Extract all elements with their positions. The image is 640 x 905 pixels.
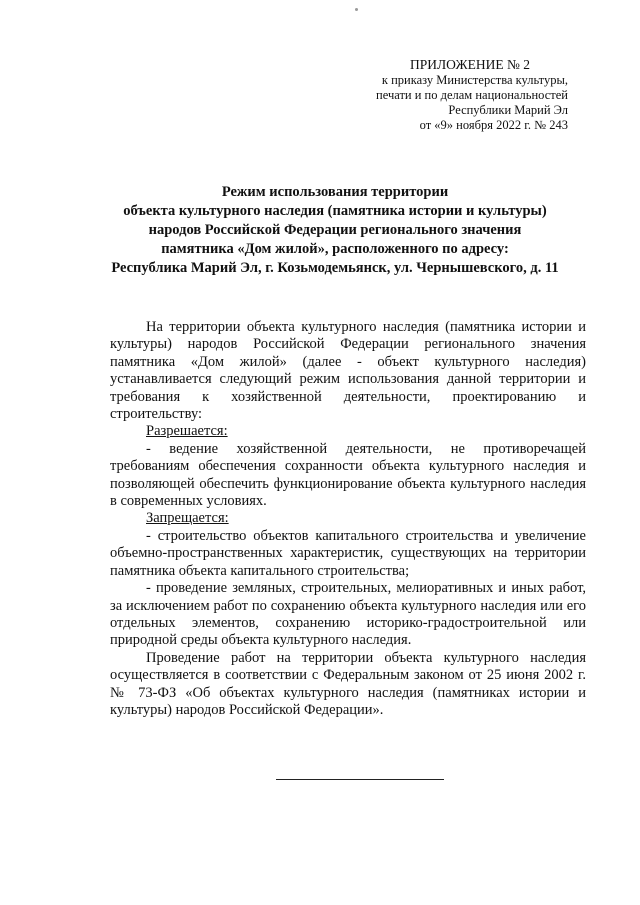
appendix-line: печати и по делам национальностей [376,88,568,102]
forbidden-item: - строительство объектов капитального строительства и увеличение объемно-пространственных характеристик, существующих на территории памятника объекта капитального строительства; [110,527,586,579]
forbidden-item: - проведение земляных, строительных, мелиоративных и иных работ, за исключением работ по сохранению объекта культурного наследия или его отдельных элементов, сохранению историко-градостроительной или природной среды объекта культурного наследия. [110,580,586,649]
title-line: Режим использования территории [221,184,449,200]
title-line: народов Российской Федерации регионального значения [148,222,522,238]
appendix-line: от «9» ноября 2022 г. № 243 [419,118,568,132]
appendix-line: к приказу Министерства культуры, [381,73,568,87]
title-line: объекта культурного наследия (памятника истории и культуры) [123,203,547,219]
allowed-label: Разрешается: [146,423,228,440]
separator-line [276,779,444,780]
title-line: памятника «Дом жилой», расположенного по адресу: [161,241,509,257]
scan-speck [355,8,358,11]
title-line: Республика Марий Эл, г. Козьмодемьянск, ул. Чернышевского, д. 11 [111,260,559,276]
appendix-header [376,56,568,133]
closing-paragraph: Проведение работ на территории объекта культурного наследия осуществляется в соответствии с Федеральным законом от 25 июня 2002 г. № 73-ФЗ «Об объектах культурного наследия (памятниках истории и культуры) народов Российской Федерации». [110,649,586,718]
document-title [90,183,580,278]
document-body [110,319,586,719]
appendix-line: Республики Марий Эл [448,103,568,117]
appendix-title: ПРИЛОЖЕНИЕ № 2 [409,57,530,72]
forbidden-label: Запрещается: [146,510,229,527]
allowed-item: - ведение хозяйственной деятельности, не противоречащей требованиям обеспечения сохранности объекта культурного наследия и позволяющей обеспечить функционирование объекта культурного наследия в современных условиях. [110,440,586,510]
intro-paragraph: На территории объекта культурного наследия (памятника истории и культуры) народов Российской Федерации регионального значения памятника «Дом жилой» (далее - объект культурного наследия) устанавливается следующий режим использования данной территории и требования к хозяйственной деятельности, проектированию и строительству: [110,319,586,423]
